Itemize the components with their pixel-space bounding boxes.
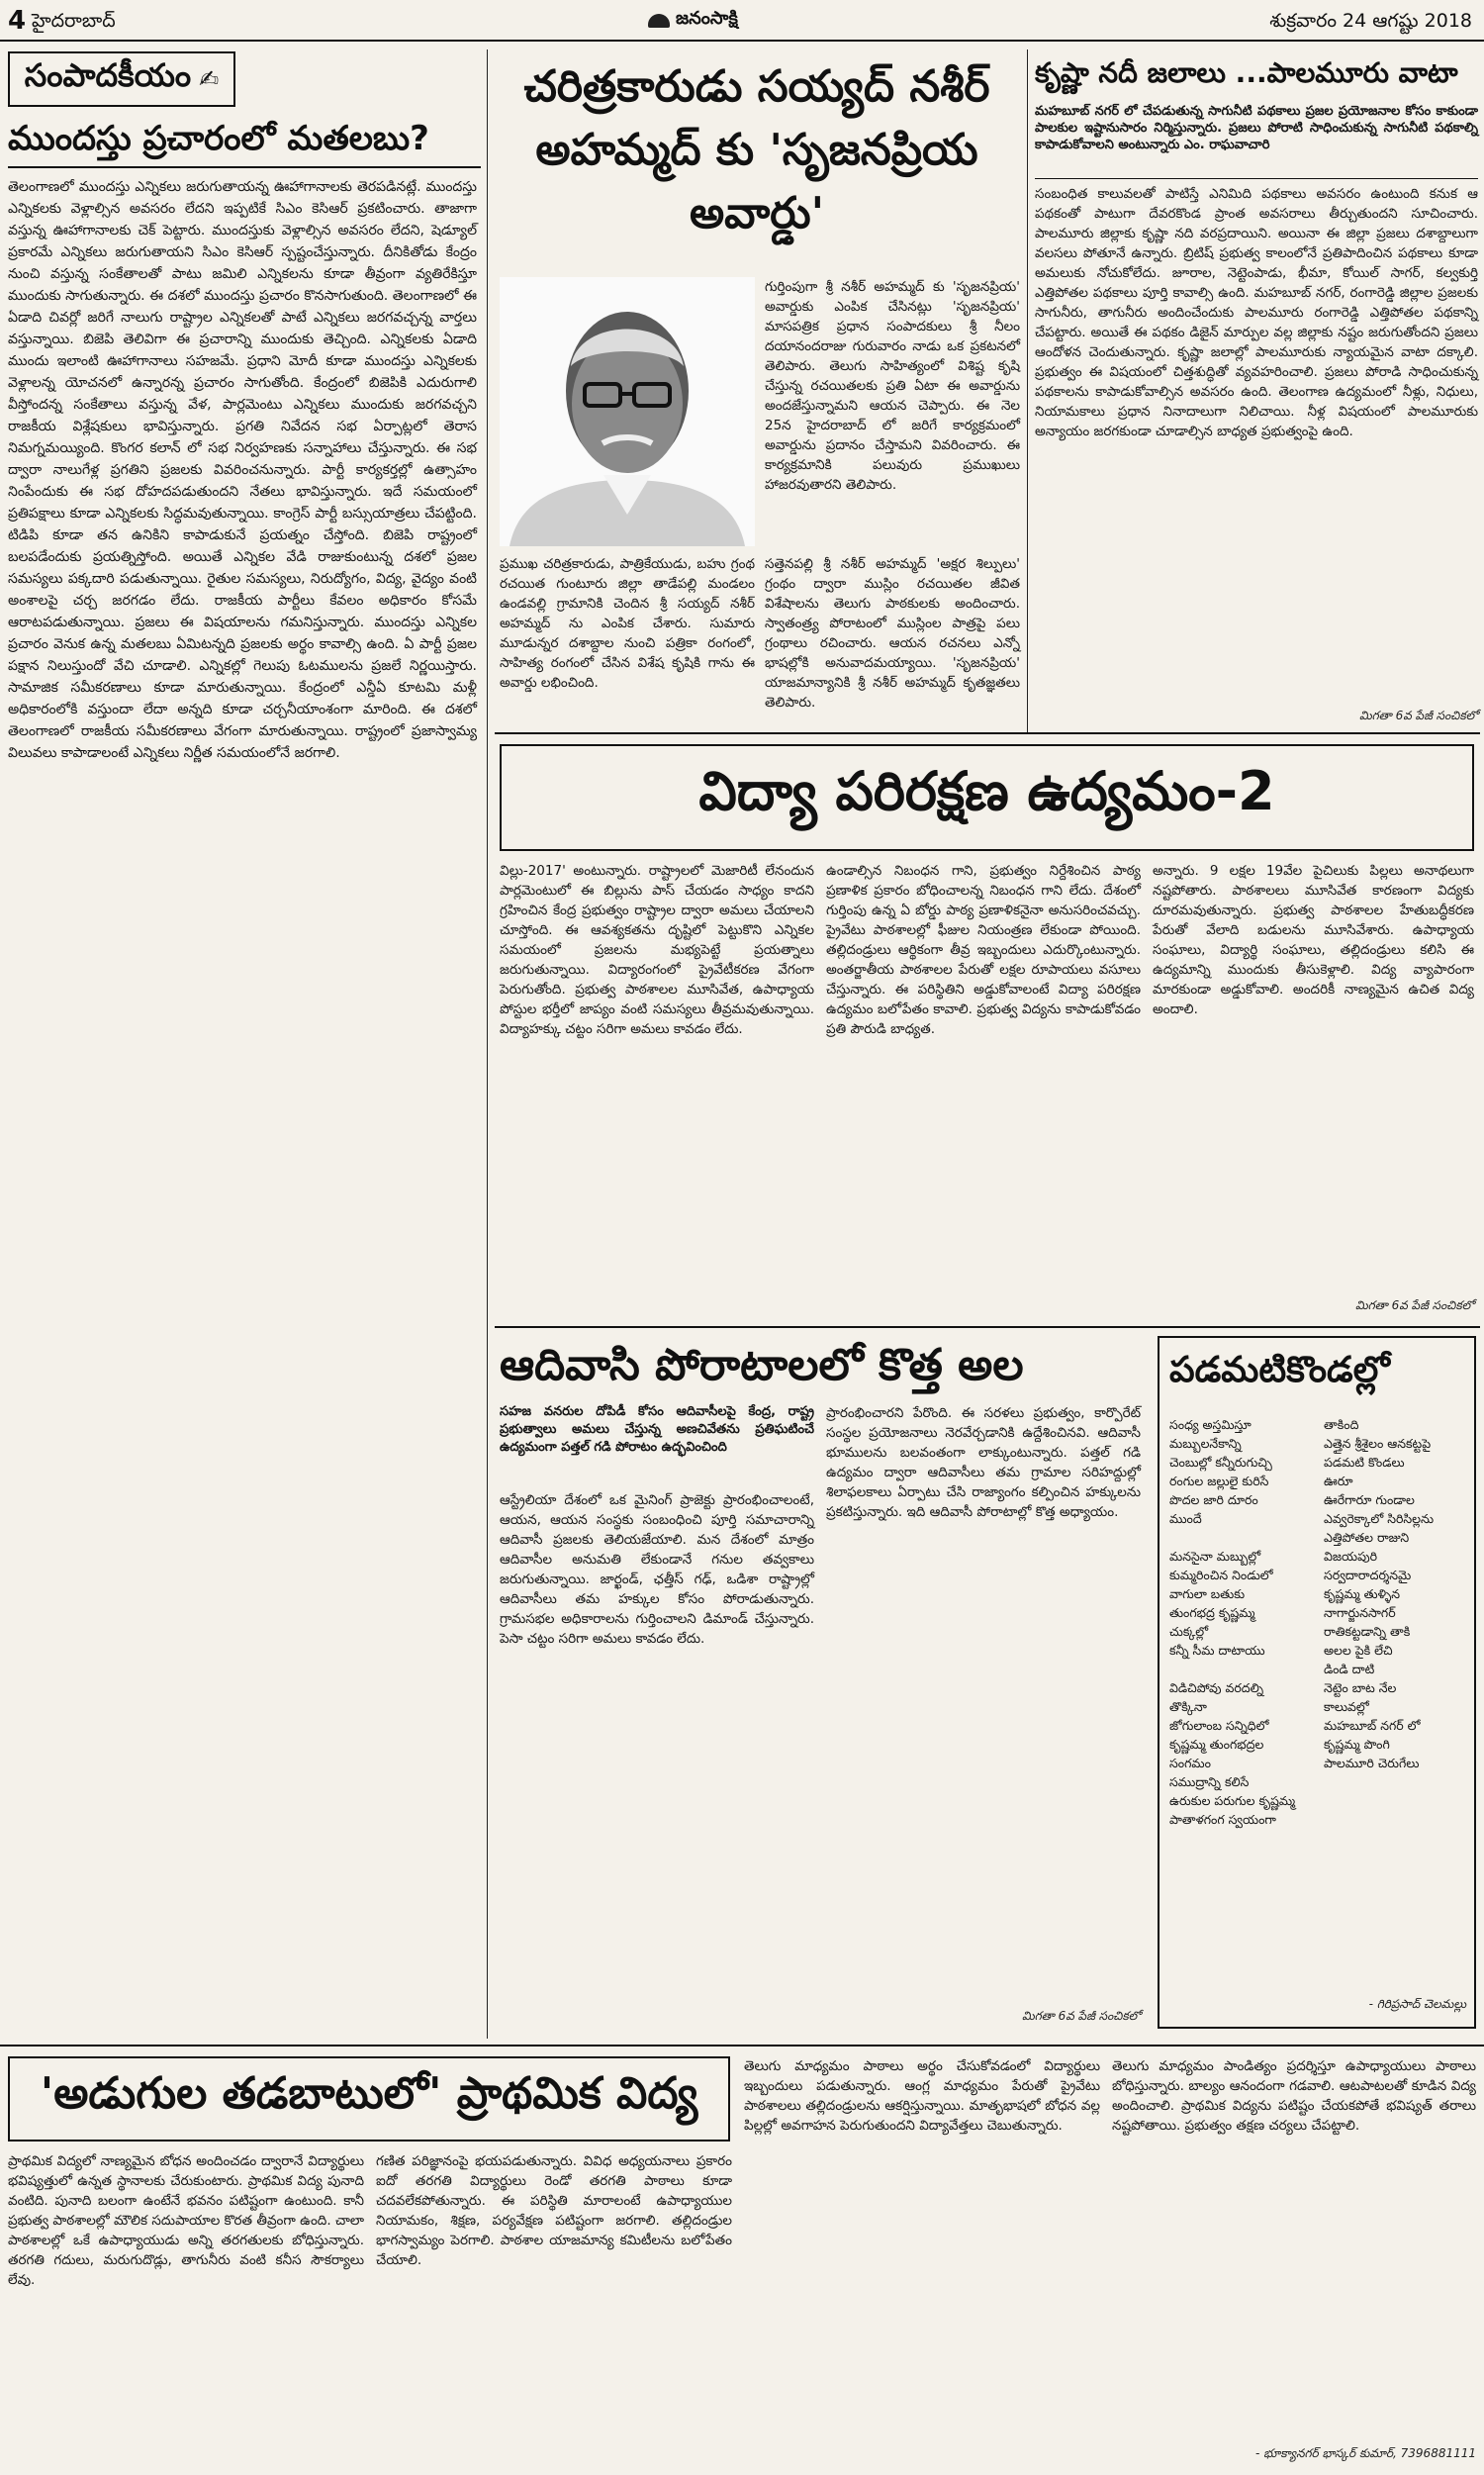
primary-headline: 'అడుగుల తడబాటులో' ప్రాథమిక విద్య: [40, 2068, 698, 2119]
pen-icon: ✍: [199, 65, 220, 93]
krishna-byline: మిగతా 6వ పేజీ సంచికలో: [1358, 709, 1478, 722]
paper-name: జనంసాక్షి: [676, 8, 738, 29]
education-headline-box: [500, 744, 1474, 851]
editorial-label: సంపాదకీయం: [24, 56, 192, 94]
krishna-lead: మహబూబ్ నగర్ లో చేపడుతున్న సాగునీటి పథకాలు ప్రజల ప్రయోజనాల కోసం కాకుండా పాలకుల ఇష్టానుసారం నిర్మిస్తున్నారు. ప్రజలు పోరాటి సాధించుకున్న సాగునీటి పథకాల్ని కాపాడుకోవాలని అంటున్నారు ఎం. రాఘవాచారి: [1035, 104, 1483, 152]
primary-col3: తెలుగు మాధ్యమం పాఠాలు అర్థం చేసుకోవడంలో విద్యార్థులు ఇబ్బందులు పడుతున్నారు. ఆంగ్ల మాధ్యమం పేరుతో ప్రైవేటు పాఠశాలలు తల్లిదండ్రులను ఆకర్షిస్తున్నాయి. మాతృభాషలో బోధన వల్ల పిల్లల్లో అవగాహన పెరుగుతుందని విద్యావేత్తలు చెబుతున్నారు.: [744, 2058, 1105, 2134]
column-divider-2: [1027, 49, 1028, 732]
education-byline: మిగతా 6వ పేజీ సంచికలో: [1354, 1298, 1474, 1312]
krishna-headline: కృష్ణా నదీ జలాలు ...పాలమూరు వాటా: [1035, 56, 1458, 89]
education-headline: విద్యా పరిరక్షణ ఉద్యమం-2: [698, 759, 1275, 822]
newspaper-logo-icon: [648, 14, 670, 28]
editorial-headline: ముందస్తు ప్రచారంలో మతలబు?: [8, 119, 429, 158]
education-col2: ఉండాల్సిన నిబంధన గాని, ప్రభుత్వం నిర్దేశించిన పాఠ్య ప్రణాళిక ప్రకారం బోధించాలన్న నిబంధన గాని లేదు. దేశంలో గుర్తింపు ఉన్న ఏ బోర్డు పాఠ్య ప్రణాళికనైనా అనుసరించవచ్చు. ప్రైవేటు పాఠశాలల్లో ఫీజుల నియంత్రణ లేకుండా పోయింది. తల్లిదండ్రులు ఆర్థికంగా తీవ్ర ఇబ్బందులు ఎదుర్కొంటున్నారు. అంతర్జాతీయ పాఠశాలల పేరుతో లక్షల రూపాయలు వసూలు చేస్తున్నారు. ఈ పరిస్థితిని అడ్డుకోవాలంటే విద్యా పరిరక్షణ ఉద్యమం బలోపేతం కావాలి. ప్రభుత్వ విద్యను కాపాడుకోవడం ప్రతి పౌరుడి బాధ్యత.: [826, 863, 1146, 1037]
award-col-right: గుర్తింపుగా శ్రీ నశీర్ అహమ్మద్ కు 'సృజనప్రియ' అవార్డుకు ఎంపిక చేసినట్లు 'సృజనప్రియ' మాసపత్రిక ప్రధాన సంపాదకులు శ్రీ నీలం దయానందరాజు గురువారం నాడు ఒక ప్రకటనలో తెలిపారు. తెలుగు సాహిత్యంలో విశిష్ట కృషి చేస్తున్న రచయితలకు ప్రతి ఏటా ఈ అవార్డును అందజేస్తున్నామని ఆయన చెప్పారు. ఈ నెల 25న హైదరాబాద్ లో జరిగే కార్యక్రమంలో అవార్డును ప్రదానం చేస్తామని వివరించారు. ఈ కార్యక్రమానికి పలువురు ప్రముఖులు హాజరవుతారని తెలిపారు.: [765, 279, 1025, 493]
poem-col2: తాకింది ఎత్తైన శ్రీశైలం ఆనకట్టపై పడమటి కొండలు ఊరూ ఊరేగారూ గుండాల ఎవ్వరెక్కాలో సిరిసిల్లను ఎత్తిపోతల రాజుని విజయపురి సర్వదారాదర్శనమై కృష్ణమ్మ తుళ్ళిన నాగార్జునసాగర్ రాతికట్టడాన్ని తాకి అలల పైకి లేచి డిండి దాటి నెట్టెం బాట నేల కాలువల్లో మహబూబ్ నగర్ లో కృష్ణమ్మ పొంగి పాలమూరి చెరుగేలు: [1324, 1417, 1435, 1770]
award-headline: చరిత్రకారుడు సయ్యద్ నశీర్ అహమ్మద్ కు 'సృజనప్రియ అవార్డు': [523, 61, 990, 238]
page-number: 4: [8, 6, 27, 36]
header-rule: [0, 40, 1484, 42]
page-header: [0, 0, 1484, 40]
primary-byline: - భూక్యానగర్ భాస్కర్ కుమార్, 7396881111: [1254, 2446, 1476, 2460]
column-divider-1: [487, 49, 488, 2039]
poem-byline: - గిరిప్రసాద్ చెలమల్లు: [1368, 1997, 1466, 2011]
mid-rule-2: [495, 1326, 1480, 1328]
adivasi-col1: ఆస్ట్రేలియా దేశంలో ఒక మైనింగ్ ప్రాజెక్టు ప్రారంభించాలంటే, ఆయన, ఆయన సంస్థకు సంబంధించి పూర్తి సమాచారాన్ని ఆదివాసీ ప్రజలకు తెలియజేయాలి. మన దేశంలో మాత్రం ఆదివాసీల అనుమతి లేకుండానే గనుల తవ్వకాలు జరుగుతున్నాయి. జార్ఖండ్, ఛత్తీస్ గఢ్, ఒడిశా రాష్ట్రాల్లో ఆదివాసీలు తమ హక్కుల కోసం పోరాడుతున్నారు. గ్రామసభల అధికారాలను గుర్తించాలని డిమాండ్ చేస్తున్నారు. పెసా చట్టం సరిగా అమలు కావడం లేదు.: [500, 1492, 819, 1647]
poem-col1: సంధ్య అస్తమిస్తూ మబ్బులనేకాన్ని చెంబుల్లో కన్నీరుగుచ్చి రంగుల జల్లులై కురిసే పొదల జారి దూరం ముందే మనసైనా మబ్బుల్లో కుమ్మరించిన నిండులో వాగులా బతుకు తుంగభద్ర కృష్ణమ్మ చుక్కల్లో కన్నీ సీమ దాటాయు విడిచిపోవు వరదల్ని తొక్కినా జోగులాంబ సన్నిధిలో కృష్ణమ్మ తుంగభద్రల సంగమం సముద్రాన్ని కలిసే ఉరుకుల పరుగుల కృష్ణమ్మ పాతాళగంగ స్వయంగా: [1169, 1417, 1296, 1827]
bottom-rule: [0, 2045, 1484, 2047]
editorial-rule: [8, 166, 481, 168]
krishna-body: సంబంధిత కాలువలతో పాటిస్తే ఎనిమిది పథకాలు అవసరం ఉంటుంది కనుక ఆ పథకంతో పాటుగా దేవరకొండ ప్రాంత అవసరాలు తీర్చుతుందని సూచించారు. పాలమూరు జిల్లాకు కృష్ణా నది వరప్రదాయిని. అయినా ఈ జిల్లా ప్రజలు దశాబ్దాలుగా వలసలు పోతూనే ఉన్నారు. బ్రిటిష్ ప్రభుత్వ కాలంలోనే ప్రతిపాదించిన పథకాలు కూడా అమలుకు నోచుకోలేదు. జూరాల, నెట్టెంపాడు, భీమా, కోయిల్ సాగర్, కల్వకుర్తి ఎత్తిపోతల పథకాలు పూర్తి కావాల్సి ఉంది. మహబూబ్ నగర్, రంగారెడ్డి జిల్లాల ప్రజలకు సాగునీరు, తాగునీరు అందించేందుకు పాలమూరు రంగారెడ్డి ఎత్తిపోతల పథకాన్ని చేపట్టారు. అయితే ఈ పథకం డిజైన్ మార్పుల వల్ల జిల్లాకు నష్టం జరుగుతోందని ప్రజలు ఆందోళన చెందుతున్నారు. కృష్ణా జలాల్లో పాలమూరుకు న్యాయమైన వాటా దక్కాలి. ప్రభుత్వం ఈ విషయంలో చిత్తశుద్ధితో వ్యవహరించాలి. ప్రజలు పోరాడి సాధించుకున్న పథకాలను కాపాడుకోవాల్సిన అవసరం ఉంది. తెలంగాణ ఉద్యమంలో నీళ్లు, నిధులు, నియామకాలు ప్రధాన నినాదాలుగా నిలిచాయి. నీళ్ల విషయంలో పాలమూరుకు అన్యాయం జరగకుండా చూడాల్సిన బాధ్యత ప్రభుత్వంపై ఉంది.: [1035, 186, 1483, 439]
education-col3: అన్నారు. 9 లక్షల 19వేల పైచిలుకు పిల్లలు అనాథలుగా నష్టపోతారు. పాఠశాలలు మూసివేత కారణంగా విద్యకు దూరమవుతున్నారు. ప్రభుత్వ పాఠశాలల హేతుబద్ధీకరణ పేరుతో వేలాది బడులను మూసివేశారు. ఉపాధ్యాయ సంఘాలు, విద్యార్థి సంఘాలు, తల్లిదండ్రులు కలిసి ఈ ఉద్యమాన్ని ముందుకు తీసుకెళ్లాలి. విద్య వ్యాపారంగా మారకుండా అడ్డుకోవాలి. అందరికీ నాణ్యమైన ఉచిత విద్య అందాలి.: [1153, 863, 1479, 1017]
adivasi-col2: ప్రారంభించారని పేరొంది. ఈ సరళలు ప్రభుత్వం, కార్పొరేట్ సంస్థల ప్రయోజనాలు నెరవేర్చడానికి ఉద్దేశించినవి. ఆదివాసీ భూములను బలవంతంగా లాక్కుంటున్నారు. పత్తల్ గడి ఉద్యమం ద్వారా ఆదివాసీలు తమ గ్రామాల సరిహద్దుల్లో శిలాఫలకాలు ఏర్పాటు చేసి రాజ్యాంగం కల్పించిన హక్కులను ప్రకటిస్తున్నారు. ఇది ఆదివాసీ పోరాటాల్లో కొత్త అధ్యాయం.: [826, 1405, 1146, 1520]
issue-date: శుక్రవారం 24 ఆగష్టు 2018: [1269, 10, 1472, 32]
award-col-left: ప్రముఖ చరిత్రకారుడు, పాత్రికేయుడు, బహు గ్రంథ రచయిత గుంటూరు జిల్లా తాడేపల్లి మండలం ఉండవల్లి గ్రామానికి చెందిన శ్రీ సయ్యద్ నశీర్ అహమ్మద్ ను ఎంపిక చేశారు. సుమారు మూడున్నర దశాబ్దాల నుంచి పత్రికా రంగంలో, సాహిత్య రంగంలో చేసిన విశేష కృషికి గాను ఈ అవార్డు లభించింది.: [500, 556, 760, 691]
adivasi-headline: ఆదివాసి పోరాటాలలో కొత్త అల: [500, 1340, 1024, 1390]
editorial-label-box: [8, 51, 235, 107]
mid-rule: [495, 732, 1480, 734]
krishna-rule: [1035, 178, 1478, 179]
education-col1: విల్లు-2017' అంటున్నారు. రాష్ట్రాలలో మెజారిటీ లేనందున పార్లమెంటులో ఈ బిల్లును పాస్ చేయడం సాధ్యం కాదని గ్రహించిన కేంద్ర ప్రభుత్వం రాష్ట్రాల ద్వారా అమలు చేయాలని చూస్తోంది. ఈ ఆవశ్యకతను దృష్టిలో పెట్టుకొని ఎన్నికల సమయంలో ప్రజలను మభ్యపెట్టే ప్రయత్నాలు జరుగుతున్నాయి. విద్యారంగంలో ప్రైవేటీకరణ వేగంగా పెరుగుతోంది. ప్రభుత్వ పాఠశాలల మూసివేత, ఉపాధ్యాయ పోస్టుల భర్తీలో జాప్యం వంటి సమస్యలు తీవ్రమవుతున్నాయి. విద్యాహక్కు చట్టం సరిగా అమలు కావడం లేదు.: [500, 863, 819, 1037]
adivasi-byline: మిగతా 6వ పేజీ సంచికలో: [1021, 2009, 1141, 2023]
primary-col2: గణిత పరిజ్ఞానంపై భయపడుతున్నారు. వివిధ అధ్యయనాలు ప్రకారం ఐదో తరగతి విద్యార్థులు రెండో తరగతి పాఠాలు కూడా చదవలేకపోతున్నారు. ఈ పరిస్థితి మారాలంటే ఉపాధ్యాయుల నియామకం, శిక్షణ, పర్యవేక్షణ పటిష్టంగా జరగాలి. తల్లిదండ్రుల భాగస్వామ్యం పెరగాలి. పాఠశాల యాజమాన్య కమిటీలను బలోపేతం చేయాలి.: [376, 2153, 737, 2268]
city-label: హైదరాబాద్: [32, 10, 116, 32]
masthead-logo: [648, 8, 738, 33]
award-col-mid: సత్తెనపల్లి శ్రీ నశీర్ అహమ్మద్ 'అక్షర శిల్పులు' గ్రంథం ద్వారా ముస్లిం రచయితల జీవిత విశేషాలను తెలుగు పాఠకులకు అందించారు. స్వాతంత్ర్య పోరాటంలో ముస్లింల పాత్రపై పలు గ్రంథాలు రచించారు. ఆయన రచనలు ఎన్నో భాషల్లోకి అనువాదమయ్యాయి. 'సృజనప్రియ' యాజమాన్యానికి శ్రీ నశీర్ అహమ్మద్ కృతజ్ఞతలు తెలిపారు.: [765, 556, 1025, 711]
primary-headline-box: [8, 2056, 730, 2142]
poem-title: పడమటికొండల్లో: [1169, 1350, 1390, 1390]
author-photo: [500, 277, 755, 546]
editorial-body: తెలంగాణలో ముందస్తు ఎన్నికలు జరుగుతాయన్న ఊహాగానాలకు తెరపడినట్లే. ముందస్తు ఎన్నికలకు వెళ్లాల్సిన అవసరం లేదని ఇప్పటికే సిఎం కెసిఆర్ ప్రకటించారు. తాజాగా వస్తున్న ఊహాగానాలకు చెక్ పెట్టారు. ముందస్తుకు వెళ్లాల్సిన అవసరం లేదని, షెడ్యూల్ ప్రకారమే ఎన్నికలు జరుగుతాయని సిఎం కెసిఆర్ స్పష్టంచేస్తున్నారు. దీనికితోడు కేంద్రం నుంచి వస్తున్న సంకేతాలతో పాటు జమిలి ఎన్నికలను కూడా తీవ్రంగా వ్యతిరేకిస్తూ ముందుకు సాగుతున్నారు. ఈ దశలో ముందస్తు ప్రచారం కొనసాగుతుంది. తెలంగాణలో ఈ ఏడాది చివర్లో జరిగే నాలుగు రాష్ట్రాల ఎన్నికలతో పాటే ఎన్నికలు జరగవచ్చన్న వార్తలు వస్తున్నాయి. బిజెపి తెలివిగా ఈ ప్రచారాన్ని ముందుకు తెచ్చింది. ఎన్నికలకు ఏడాది ముందు ఇలాంటి ఊహాగానాలు సహజమే. ప్రధాని మోదీ కూడా ముందస్తు ఎన్నికలకు వెళ్లాలన్న యోచనలో ఉన్నారన్న ప్రచారం సాగుతోంది. కేంద్రంలో బిజెపికి ఎదురుగాలి వీస్తోందన్న సంకేతాలు వస్తున్న వేళ, పార్లమెంటు ఎన్నికలు ముందుకు జరగవచ్చని రాజకీయ విశ్లేషకులు భావిస్తున్నారు. ప్రగతి నివేదన సభ ఏర్పాట్లలో తెరాస నిమగ్నమయ్యింది. కొంగర కలాన్ లో సభ నిర్వహణకు సన్నాహాలు చేస్తున్నారు. ఈ సభ ద్వారా నాలుగేళ్ల ప్రగతిని ప్రజలకు వివరించనున్నారు. పార్టీ కార్యకర్తల్లో ఉత్సాహం నింపేందుకు ఈ సభ దోహదపడుతుందని నేతలు భావిస్తున్నారు. ఇదే సమయంలో ప్రతిపక్షాలు కూడా ఎన్నికలకు సిద్ధమవుతున్నాయి. కాంగ్రెస్ పార్టీ బస్సుయాత్రలు చేపట్టింది. టిడిపి కూడా తన ఉనికిని కాపాడుకునే ప్రయత్నం చేస్తోంది. బిజెపి రాష్ట్రంలో బలపడేందుకు ప్రయత్నిస్తోంది. అయితే ఎన్నికల వేడి రాజుకుంటున్న దశలో ప్రజల సమస్యలు పక్కదారి పడుతున్నాయి. రైతుల సమస్యలు, నిరుద్యోగం, విద్య, వైద్యం వంటి అంశాలపై చర్చ జరగడం లేదు. రాజకీయ పార్టీలు కేవలం అధికారం కోసమే ఆరాటపడుతున్నాయి. ప్రజలు ఈ విషయాలను గమనిస్తున్నారు. ముందస్తు ఎన్నికల ప్రచారం వెనుక ఉన్న మతలబు ఏమిటన్నది ప్రజలకు అర్థం కావాల్సి ఉంది. ఏ పార్టీ ప్రజల పక్షాన నిలుస్తుందో వేచి చూడాలి. ఎన్నికల్లో గెలుపు ఓటములను ప్రజలే నిర్ణయిస్తారు. సామాజిక సమీకరణాలు కూడా మారుతున్నాయి. కేంద్రంలో ఎన్డీఏ కూటమి మళ్లీ అధికారంలోకి వస్తుందా లేదా అన్నది కూడా చర్చనీయాంశంగా మారింది. ఈ దశలో తెలంగాణలో రాజకీయ సమీకరణాలు వేగంగా మారుతున్నాయి. రాష్ట్రంలో ప్రజాస్వామ్య విలువలు కాపాడాలంటే ఎన్నికలు నిర్ణీత సమయంలోనే జరగాలి.: [8, 179, 482, 761]
primary-col4: తెలుగు మాధ్యమం పాండిత్యం ప్రదర్శిస్తూ ఉపాధ్యాయులు పాఠాలు బోధిస్తున్నారు. బాల్యం ఆనందంగా గడవాలి. ఆటపాటలతో కూడిన విద్య అందించాలి. ప్రాథమిక విద్యను పటిష్టం చేయకపోతే భవిష్యత్ తరాలు నష్టపోతాయి. ప్రభుత్వం తక్షణ చర్యలు చేపట్టాలి.: [1112, 2058, 1481, 2134]
primary-col1: ప్రాథమిక విద్యలో నాణ్యమైన బోధన అందించడం ద్వారానే విద్యార్థులు భవిష్యత్తులో ఉన్నత స్థానాలకు చేరుకుంటారు. ప్రాథమిక విద్య పునాది వంటిది. పునాది బలంగా ఉంటేనే భవనం పటిష్టంగా ఉంటుంది. కానీ ప్రభుత్వ పాఠశాలల్లో మౌలిక సదుపాయాల కొరత తీవ్రంగా ఉంది. చాలా పాఠశాలల్లో ఒకే ఉపాధ్యాయుడు అన్ని తరగతులకు బోధిస్తున్నారు. తరగతి గదులు, మరుగుదొడ్లు, తాగునీరు వంటి కనీస సౌకర్యాలు లేవు.: [8, 2153, 369, 2288]
adivasi-lead: సహజ వనరుల దోపిడీ కోసం ఆదివాసీలపై కేంద్ర, రాష్ట్ర ప్రభుత్వాలు అమలు చేస్తున్న అణచివేతను ప్రతిఘటించే ఉద్యమంగా పత్తల్ గడి పోరాటం ఉద్భవించింది: [500, 1404, 819, 1455]
